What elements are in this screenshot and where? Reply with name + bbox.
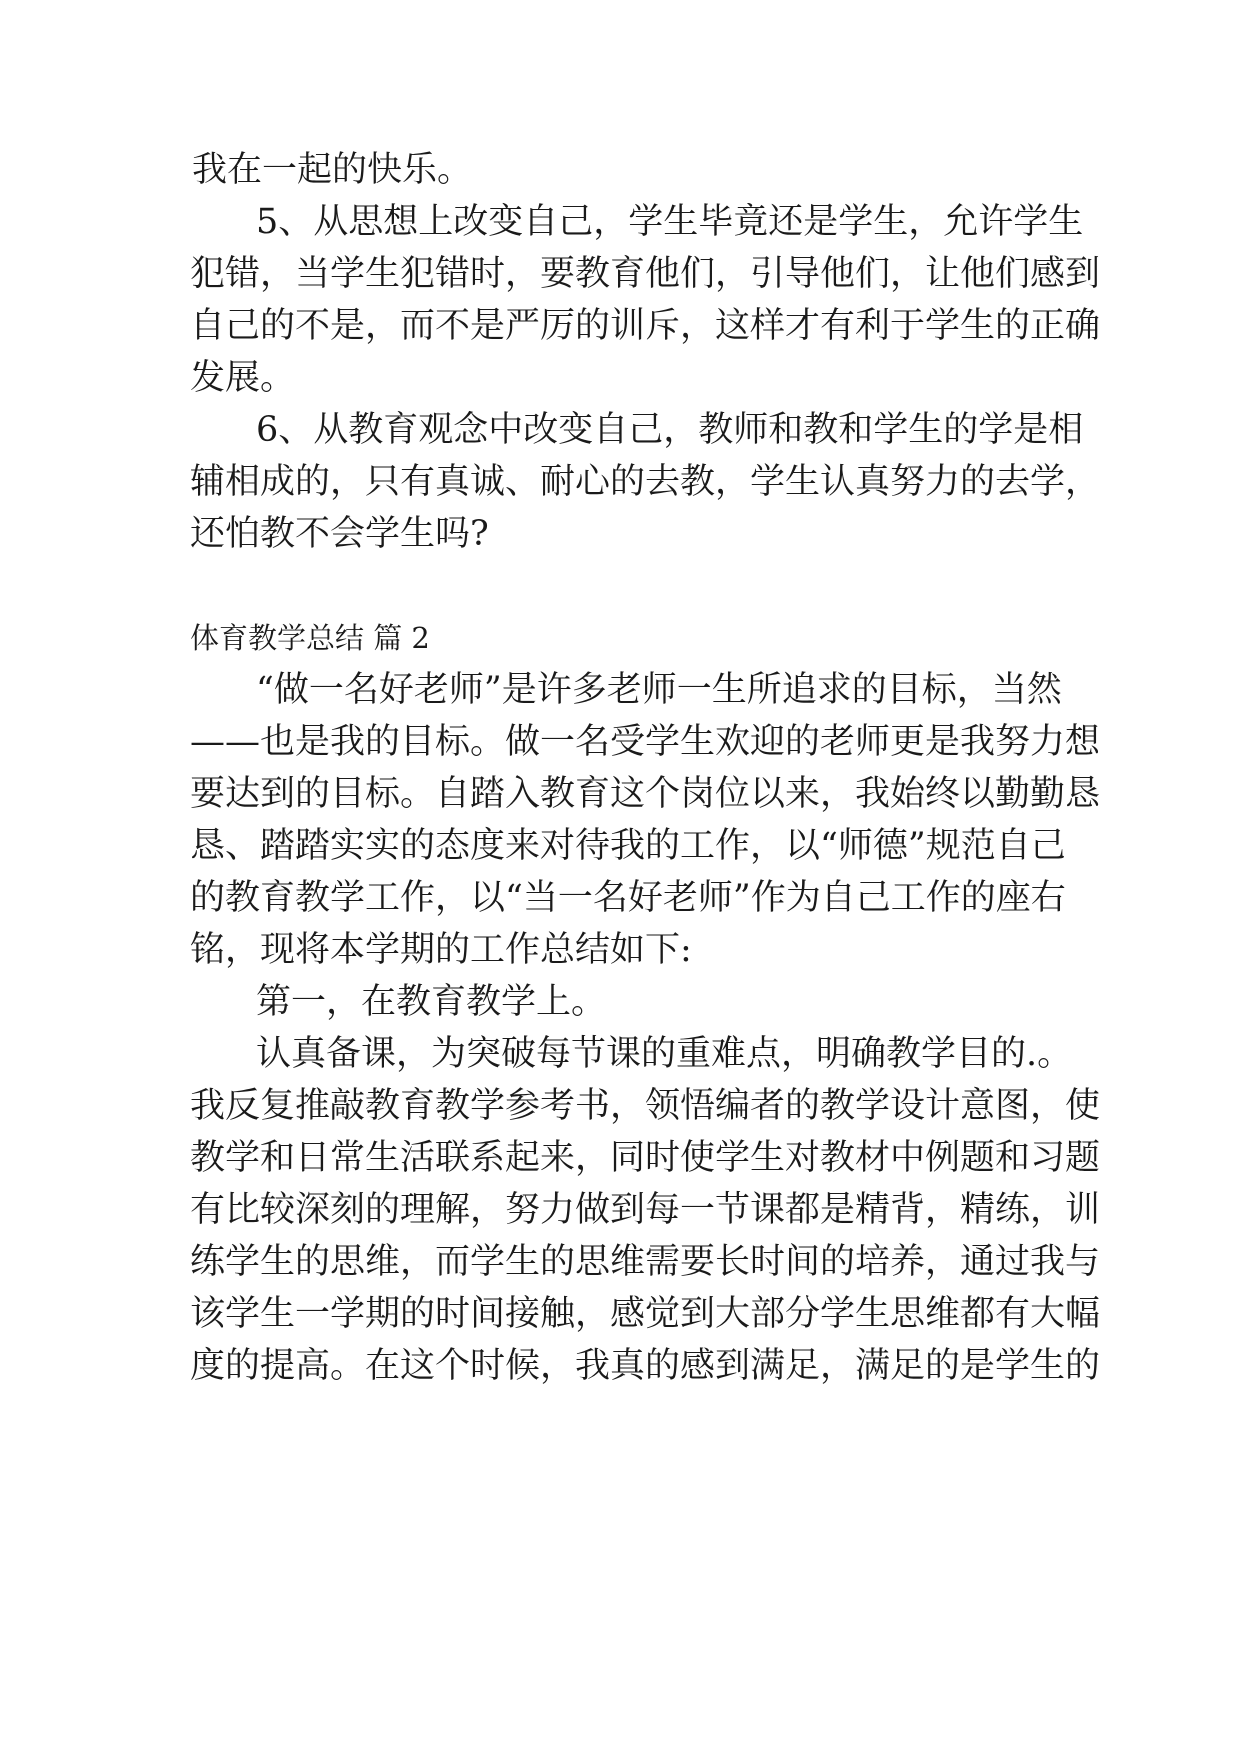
paragraph-line: 5、从思想上改变自己，学生毕竟还是学生，允许学生 bbox=[256, 202, 1084, 242]
paragraph-line: 认真备课，为突破每节课的重难点，明确教学目的.。 bbox=[256, 1034, 1073, 1074]
section-title: 体育教学总结 篇 2 bbox=[190, 621, 430, 655]
subsection-title: 第一，在教育教学上。 bbox=[256, 982, 607, 1022]
paragraph-line: 的教育教学工作，以“当一名好老师”作为自己工作的座右 bbox=[190, 878, 1066, 918]
paragraph-line: 自己的不是，而不是严厉的训斥，这样才有利于学生的正确 bbox=[190, 306, 1101, 346]
paragraph-line: 恳、踏踏实实的态度来对待我的工作，以“师德”规范自己 bbox=[190, 826, 1066, 866]
paragraph-line: 度的提高。在这个时候，我真的感到满足，满足的是学生的 bbox=[190, 1346, 1101, 1386]
paragraph-line: 有比较深刻的理解，努力做到每一节课都是精背，精练，训 bbox=[190, 1190, 1101, 1230]
paragraph-line: 教学和日常生活联系起来，同时使学生对教材中例题和习题 bbox=[190, 1138, 1101, 1178]
paragraph-line: 该学生一学期的时间接触，感觉到大部分学生思维都有大幅 bbox=[190, 1294, 1101, 1334]
paragraph-line: “做一名好老师”是许多老师一生所追求的目标，当然 bbox=[256, 670, 1062, 710]
paragraph-line: 还怕教不会学生吗? bbox=[190, 514, 489, 554]
paragraph-line: 要达到的目标。自踏入教育这个岗位以来，我始终以勤勤恳 bbox=[190, 774, 1101, 814]
paragraph-line: 6、从教育观念中改变自己，教师和教和学生的学是相 bbox=[256, 410, 1084, 450]
paragraph-line: 犯错，当学生犯错时，要教育他们，引导他们，让他们感到 bbox=[190, 254, 1101, 294]
paragraph-line: 我在一起的快乐。 bbox=[192, 150, 473, 190]
paragraph-line: 发展。 bbox=[190, 358, 296, 398]
paragraph-line: 练学生的思维，而学生的思维需要长时间的培养，通过我与 bbox=[190, 1242, 1101, 1282]
paragraph-line: ——也是我的目标。做一名受学生欢迎的老师更是我努力想 bbox=[190, 722, 1101, 762]
paragraph-line: 我反复推敲教育教学参考书，领悟编者的教学设计意图，使 bbox=[190, 1086, 1101, 1126]
paragraph-line: 铭，现将本学期的工作总结如下: bbox=[190, 930, 692, 970]
paragraph-line: 辅相成的，只有真诚、耐心的去教，学生认真努力的去学， bbox=[190, 462, 1101, 502]
